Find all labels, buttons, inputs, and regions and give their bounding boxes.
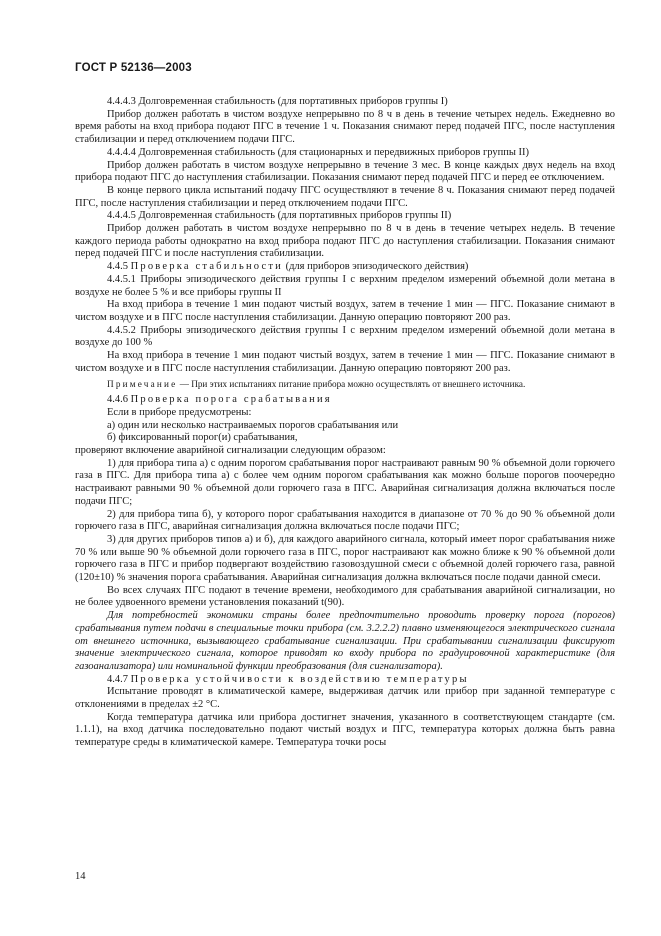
note-label: Примечание (107, 379, 178, 390)
page-number: 14 (75, 871, 86, 882)
section-number: 4.4.7 (107, 673, 128, 685)
paragraph: 4.4.4.4 Долговременная стабильность (для стационарных и передвижных приборов группы II) (107, 146, 530, 158)
paragraph: На вход прибора в течение 1 мин подают чистый воздух, затем в течение 1 мин — ПГС. Показание снимают в чистом воздухе и в ПГС после наступления стабилизации. Данную операцию повторяют 200 раз. (75, 350, 615, 374)
section-subtitle: (для приборов эпизодического действия) (285, 261, 469, 273)
note (75, 378, 615, 391)
paragraph: Прибор должен работать в чистом воздухе непрерывно по 8 ч в день в течение четырех недель. В течение каждого периода работы однократно на вход прибора подают ПГС до наступления стабилизации. Показания снимают перед подачей ПГС и после наступления стабилизации. (75, 223, 615, 260)
section-heading (75, 674, 615, 687)
paragraph: На вход прибора в течение 1 мин подают чистый воздух, затем в течение 1 мин — ПГС. Показание снимают в чистом воздухе и в ПГС после наступления стабилизации. Данную операцию повторяют 200 раз. (75, 299, 615, 323)
paragraph: Если в приборе предусмотрены: (107, 406, 252, 418)
paragraph: 4.4.4.3 Долговременная стабильность (для портативных приборов группы I) (107, 96, 448, 107)
list-item: 1) для прибора типа а) с одним порогом срабатывания порог настраивают равным 90 % объемной доли горючего газа в ПГС. Для прибора типа а) с более чем одним порогом срабатывания как можно больше порогов поочередно настраивают равными 90 % объемной доли горючего газа в ПГС. Аварийная сигнализация должна включаться после подачи ПГС; (75, 457, 615, 507)
paragraph: Когда температура датчика или прибора достигнет значения, указанного в соответствующем стандарте (см. 1.1.1), на вход датчика последовательно подают чистый воздух и ПГС, температура которых должна быть равна температуре среды в климатической камере. Температура точки росы (75, 711, 615, 749)
list-item: а) один или несколько настраиваемых порогов срабатывания или (107, 419, 399, 431)
paragraph: 4.4.5.1 Приборы эпизодического действия группы I с верхним пределом измерений объемной доли метана в воздухе не более 5 % и все приборы группы II (75, 273, 615, 298)
section-number: 4.4.5 (107, 261, 128, 273)
section-heading (75, 261, 615, 274)
list-item: 2) для прибора типа б), у которого порог срабатывания находится в диапазоне от 70 % до 90 % объемной доли горючего газа в ПГС, аварийная сигнализация должна включаться после подачи ПГС; (75, 508, 615, 533)
paragraph: Испытание проводят в климатической камере, выдерживая датчик или прибор при заданной температуре с отклонениями в пределах ±2 °С. (75, 686, 615, 711)
paragraph: Прибор должен работать в чистом воздухе непрерывно по 8 ч в день в течение четырех недель. Ежедневно во время работы на вход прибора подают ПГС в течение 1 ч. Показания снимают перед подачей ПГС, после наступления стабилизации и перед отключением подачи ПГС. (75, 108, 615, 146)
section-title: Проверка порога срабатывания (130, 394, 332, 406)
paragraph: Прибор должен работать в чистом воздухе непрерывно в течение 3 мес. В конце каждых двух недель на вход прибора подают ПГС до наступления стабилизации. Показания снимают перед подачей ПГС и перед ее отключением. (75, 159, 615, 184)
section-title: Проверка стабильности (130, 261, 283, 273)
italic-paragraph: Для потребностей экономики страны более предпочтительно проводить проверку порога (порогов) срабатывания путем подачи в специальные точки прибора (см. 3.2.2.2) плавно изменяющегося электрического сигнала от внешнего источника, вызывающего срабатывание сигнализации. При срабатывании сигнализации фиксируют значение электрического сигнала, которое приводят ко входу прибора по градуировочной характеристике (для газоанализатора) или номинальной функции преобразования (для сигнализатора). (75, 610, 615, 672)
paragraph: проверяют включение аварийной сигнализации следующим образом: (75, 444, 386, 456)
list-item: б) фиксированный порог(и) срабатывания, (107, 432, 298, 444)
note-text: — При этих испытаниях питание прибора можно осуществлять от внешнего источника. (177, 379, 526, 390)
document-body (75, 96, 615, 750)
paragraph: Во всех случаях ПГС подают в течение времени, необходимого для срабатывания аварийной сигнализации, но не более удвоенного времени установления показаний t(90). (75, 584, 615, 609)
paragraph: 4.4.5.2 Приборы эпизодического действия группы I с верхним пределом измерений объемной доли метана в воздухе до 100 % (75, 324, 615, 349)
section-title: Проверка устойчивости к воздействию температуры (130, 673, 469, 685)
section-number: 4.4.6 (107, 394, 128, 406)
list-item: 3) для других приборов типов а) и б), для каждого аварийного сигнала, который имеет порог срабатывания ниже 70 % или выше 90 % объемной доли горючего газа в ПГС, порог настраивают как можно ближе к 90 % объемной доли горючего газа в ПГС и прибор подвергают воздействию газовоздушной смеси с объемной долей горючего газа, равной (120±10) % значения порога срабатывания. Аварийная сигнализация должна включаться после подачи данной смеси. (75, 533, 615, 584)
document-header: ГОСТ Р 52136—2003 (75, 62, 192, 74)
paragraph: 4.4.4.5 Долговременная стабильность (для портативных приборов группы II) (107, 210, 452, 222)
paragraph: В конце первого цикла испытаний подачу ПГС осуществляют в течение 8 ч. Показания снимают перед подачей ПГС, после наступления стабилизации и перед отключением подачи ПГС. (75, 184, 615, 209)
section-heading (75, 394, 615, 407)
